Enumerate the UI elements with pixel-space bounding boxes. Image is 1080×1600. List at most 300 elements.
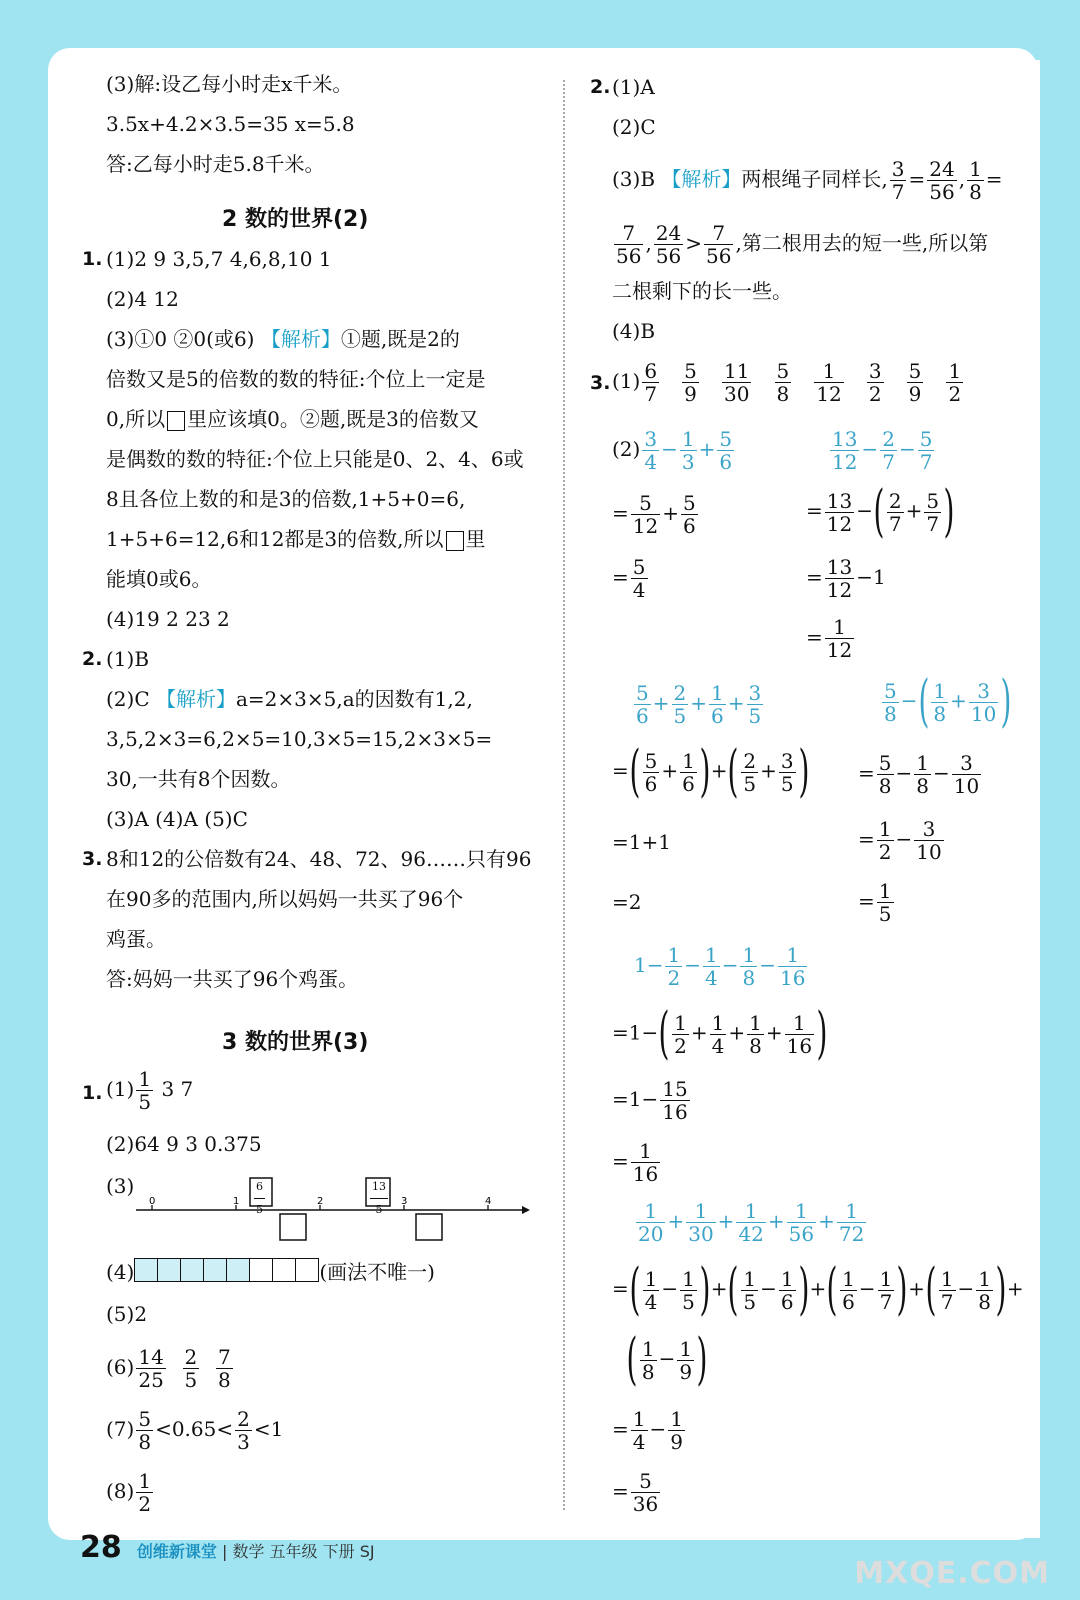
s3-q1-8 bbox=[106, 1470, 155, 1515]
denominator: 12 bbox=[826, 578, 853, 602]
r-q2-2: (2)C bbox=[612, 115, 656, 139]
subject: 数学 bbox=[232, 1542, 265, 1561]
fraction bbox=[642, 360, 659, 405]
nl-label-13-5 bbox=[368, 1176, 390, 1221]
fraction bbox=[631, 1408, 648, 1453]
s3-q1-1 bbox=[106, 1068, 193, 1113]
numerator: 1 bbox=[644, 1266, 658, 1291]
denominator: 4 bbox=[644, 1289, 658, 1314]
r-q3-2-a: (2) $\frac{3}{4}$ − $\frac{1}{3}$ + $\frac{5}{6}$ bbox=[612, 427, 733, 474]
denominator: 12 bbox=[826, 511, 853, 536]
q2-3: (3)A (4)A (5)C bbox=[106, 807, 248, 831]
denominator: 7 bbox=[644, 382, 658, 406]
r-eq-f4: = $\frac{5}{36}$ bbox=[612, 1469, 659, 1516]
q1-3f: 8且各位上数的和是3的倍数,1+5+0=6, bbox=[106, 487, 466, 511]
numerator: 5 bbox=[632, 555, 646, 579]
numerator: 1 bbox=[632, 1407, 646, 1431]
fraction bbox=[686, 1200, 715, 1245]
fraction bbox=[931, 680, 948, 725]
frame-right bbox=[1040, 0, 1080, 1540]
r-q2-3a: (3)B 【 解析 】 两根绳子同样长, $\frac{3}{7}$ = $\frac{24}{56}$ , $\frac{1}{8}$ = bbox=[612, 158, 1003, 203]
fraction bbox=[703, 944, 720, 989]
denominator: 72 bbox=[838, 1222, 865, 1246]
denominator: 5 bbox=[780, 771, 794, 796]
denominator: 6 bbox=[780, 1289, 794, 1314]
numerator: 5 bbox=[636, 681, 649, 705]
numerator: 1 bbox=[948, 359, 962, 383]
fraction bbox=[614, 222, 643, 267]
denominator: 5 bbox=[184, 1368, 198, 1392]
denominator: 42 bbox=[738, 1222, 764, 1246]
fraction bbox=[890, 158, 907, 203]
numerator: 5 bbox=[682, 491, 696, 515]
q2-2d: 30,一共有8个因数。 bbox=[106, 767, 291, 791]
numerator: 15 bbox=[662, 1077, 688, 1101]
r-eq-a2: = $\frac{5}{4}$ bbox=[612, 555, 646, 602]
denominator: 7 bbox=[926, 511, 940, 536]
r-eq-f3: = $\frac{1}{4}$ − $\frac{1}{9}$ bbox=[612, 1407, 683, 1454]
tick-label: 4 bbox=[485, 1196, 492, 1207]
s3-q1-1-label: (1) bbox=[106, 1077, 135, 1101]
denominator: 7 bbox=[882, 450, 895, 474]
fraction bbox=[216, 1346, 233, 1391]
fraction bbox=[747, 1012, 764, 1057]
left-line-1: (3)解:设乙每小时走x千米。 bbox=[106, 72, 353, 96]
denominator: 2 bbox=[868, 382, 882, 406]
s3-q1-7-label: (7) bbox=[106, 1417, 135, 1441]
fraction bbox=[672, 1012, 689, 1057]
fraction bbox=[918, 428, 935, 473]
denominator: 2 bbox=[878, 840, 892, 864]
fraction bbox=[878, 1268, 895, 1313]
denominator: 8 bbox=[916, 774, 929, 798]
denominator: 5 bbox=[878, 902, 892, 926]
fraction bbox=[740, 944, 757, 989]
numerator: 3 bbox=[868, 359, 882, 383]
denominator: 10 bbox=[970, 701, 997, 726]
jiexi-label: 【 解析 】 bbox=[261, 327, 341, 351]
numerator: 2 bbox=[888, 488, 902, 513]
denominator: 2 bbox=[674, 1033, 687, 1058]
denominator: 7 bbox=[891, 180, 905, 204]
fraction bbox=[642, 428, 659, 473]
q1-3d-text-1: 0,所以 bbox=[106, 407, 166, 431]
denominator: 8 bbox=[641, 1359, 655, 1384]
r-eq-a1: = $\frac{5}{12}$ + $\frac{5}{6}$ bbox=[612, 491, 696, 538]
numerator: 1 bbox=[878, 817, 892, 841]
fraction bbox=[882, 680, 899, 725]
fraction bbox=[668, 1408, 685, 1453]
numerator: 5 bbox=[926, 488, 940, 513]
fraction bbox=[680, 1268, 697, 1313]
denominator: 16 bbox=[662, 1100, 688, 1124]
numerator: 1 bbox=[641, 1336, 655, 1361]
numerator: 5 bbox=[908, 359, 922, 383]
numerator: 1 bbox=[916, 751, 929, 775]
s3-q1-8-label: (8) bbox=[106, 1479, 135, 1503]
fraction bbox=[736, 1200, 765, 1245]
fraction bbox=[825, 490, 854, 535]
numerator: 2 bbox=[237, 1407, 250, 1431]
numerator: 1 bbox=[940, 1266, 954, 1291]
fraction bbox=[643, 1268, 660, 1313]
blank-box bbox=[167, 411, 185, 431]
left-line-2: 3.5x+4.2×3.5=35 x=5.8 bbox=[106, 112, 355, 136]
fraction bbox=[837, 1200, 866, 1245]
fraction bbox=[643, 750, 660, 795]
numerator: 2 bbox=[184, 1345, 198, 1369]
watermark-text: MXQE.COM bbox=[854, 1556, 1050, 1591]
numerator: 1 bbox=[969, 157, 982, 181]
left-line-3: 答:乙每小时走5.8千米。 bbox=[106, 152, 325, 176]
numerator: 5 bbox=[884, 678, 897, 703]
fraction bbox=[680, 428, 697, 473]
fraction bbox=[952, 752, 981, 797]
numerator: 6 bbox=[254, 1176, 265, 1199]
denominator: 3 bbox=[681, 450, 695, 474]
fraction bbox=[717, 428, 734, 473]
denominator: 10 bbox=[916, 840, 942, 864]
fraction bbox=[636, 1200, 665, 1245]
numerator: 1 bbox=[842, 1266, 855, 1291]
q2-2a-text: (2)C bbox=[106, 687, 150, 711]
fraction bbox=[939, 1268, 956, 1313]
denominator: 12 bbox=[826, 638, 853, 662]
denominator: 5 bbox=[682, 1289, 695, 1314]
numerator: 2 bbox=[673, 681, 687, 705]
denominator: 8 bbox=[884, 701, 897, 726]
numerator: 3 bbox=[952, 752, 981, 775]
numerator: 5 bbox=[644, 748, 658, 773]
s3-q1-4-note: (画法不唯一) bbox=[319, 1260, 435, 1284]
s3-q1-7: (7) $\frac{5}{8}$ <0.65< $\frac{2}{3}$ <1 bbox=[106, 1407, 284, 1454]
numerator: 1 bbox=[879, 1266, 893, 1291]
s3-q1-3-label: (3) bbox=[106, 1174, 135, 1198]
q1-number: 1. bbox=[82, 248, 103, 270]
numerator: 1 bbox=[636, 1200, 665, 1223]
r-eq-d3: = $\frac{1}{5}$ bbox=[858, 879, 892, 926]
denominator: 6 bbox=[842, 1289, 855, 1314]
fraction bbox=[880, 428, 897, 473]
denominator: 6 bbox=[682, 514, 696, 538]
denominator: 9 bbox=[679, 1359, 693, 1384]
denominator: 56 bbox=[616, 244, 642, 268]
denominator: 6 bbox=[711, 704, 724, 728]
numerator: 13 bbox=[370, 1176, 388, 1199]
r-eq-c2: =1+1 bbox=[612, 830, 671, 854]
number-line bbox=[130, 1172, 530, 1242]
blank-box bbox=[446, 531, 464, 551]
denominator: 30 bbox=[688, 1222, 714, 1246]
edition: SJ bbox=[359, 1542, 375, 1561]
fraction bbox=[183, 1346, 200, 1391]
q2-number: 2. bbox=[82, 648, 103, 670]
denominator: 5 bbox=[673, 704, 687, 728]
numerator: 1 bbox=[736, 1200, 765, 1223]
numerator: 1 bbox=[682, 748, 695, 773]
numerator: 5 bbox=[919, 427, 933, 451]
fraction bbox=[709, 682, 726, 727]
denominator: 4 bbox=[632, 578, 646, 602]
numerator: 1 bbox=[778, 944, 807, 967]
fraction bbox=[779, 750, 796, 795]
fraction bbox=[370, 1176, 388, 1221]
q1-3e: 是偶数的数的特征:个位上只能是0、2、4、6或 bbox=[106, 447, 524, 471]
r-eq-b3: = $\frac{1}{12}$ bbox=[806, 615, 853, 662]
denominator: 8 bbox=[978, 1289, 992, 1314]
fraction bbox=[631, 556, 648, 601]
q2-2a bbox=[106, 685, 473, 713]
denominator: 2 bbox=[948, 382, 962, 406]
numerator: 1 bbox=[681, 427, 695, 451]
denominator: 56 bbox=[929, 180, 955, 204]
denominator: 4 bbox=[704, 966, 718, 990]
denominator: 8 bbox=[878, 774, 892, 798]
r-expr-d: $\frac{5}{8}$ −( $\frac{1}{8}$ + $\frac{3}{10}$ ) bbox=[884, 669, 1012, 734]
fraction bbox=[877, 752, 894, 797]
q3-b: 在90多的范围内,所以妈妈一共买了96个 bbox=[106, 887, 464, 911]
numerator: 1 bbox=[749, 1010, 762, 1035]
numerator: 3 bbox=[969, 680, 998, 703]
q1-3g bbox=[106, 525, 486, 553]
fraction bbox=[677, 1338, 694, 1383]
denominator: 56 bbox=[655, 244, 682, 268]
numerator: 1 bbox=[679, 1336, 693, 1361]
s3-q1-4-label: (4) bbox=[106, 1260, 135, 1284]
numerator: 5 bbox=[776, 359, 790, 383]
fraction bbox=[741, 750, 758, 795]
tick-label: 2 bbox=[317, 1196, 324, 1207]
tick-label: 1 bbox=[233, 1196, 240, 1207]
fraction bbox=[830, 428, 859, 473]
fraction bbox=[631, 1140, 660, 1185]
section-2-title: 2 数的世界(2) bbox=[222, 207, 369, 232]
q1-3a bbox=[106, 325, 460, 353]
r-eq-c3: =2 bbox=[612, 890, 642, 914]
denominator: 6 bbox=[682, 771, 695, 796]
numerator: 1 bbox=[670, 1407, 683, 1431]
q3-c: 鸡蛋。 bbox=[106, 927, 166, 951]
denominator: 8 bbox=[776, 382, 790, 406]
r-q3-2-b: $\frac{13}{12}$ − $\frac{2}{7}$ − $\frac{5}{7}$ bbox=[832, 427, 933, 474]
fraction bbox=[814, 360, 843, 405]
numerator: 1 bbox=[138, 1469, 152, 1493]
s3-q1-6 bbox=[106, 1346, 235, 1391]
numerator: 1 bbox=[978, 1266, 992, 1291]
numerator: 7 bbox=[614, 222, 643, 245]
r-q2-3c-text: 第二根用去的短一些,所以第 bbox=[741, 231, 989, 255]
column-divider bbox=[563, 80, 565, 1510]
fraction bbox=[672, 682, 689, 727]
denominator: 8 bbox=[217, 1368, 231, 1392]
r-expr-e: 1− $\frac{1}{2}$ − $\frac{1}{4}$ − $\frac{1}{8}$ − $\frac{1}{16}$ bbox=[634, 943, 806, 990]
fraction bbox=[867, 360, 884, 405]
fraction bbox=[840, 1268, 857, 1313]
denominator: 5 bbox=[138, 1090, 152, 1114]
r-q3-1-label: (1) bbox=[612, 369, 641, 393]
denominator: 6 bbox=[719, 450, 733, 474]
fraction bbox=[136, 1470, 153, 1515]
fraction bbox=[779, 1268, 796, 1313]
q1-3h: 能填0或6。 bbox=[106, 567, 212, 591]
r-q2-number: 2. bbox=[590, 76, 611, 98]
fraction bbox=[924, 490, 941, 535]
numerator: 24 bbox=[929, 157, 955, 181]
numerator: 5 bbox=[138, 1407, 152, 1431]
r-q3-1 bbox=[612, 360, 965, 405]
q3-number: 3. bbox=[82, 848, 103, 870]
fraction bbox=[634, 682, 651, 727]
r-eq-e2: =1− $\frac{15}{16}$ bbox=[612, 1077, 688, 1124]
jiexi-label: 【 解析 】 bbox=[156, 687, 236, 711]
r-q3-2-label: (2) bbox=[612, 437, 641, 461]
denominator: 9 bbox=[670, 1430, 683, 1454]
numerator: 1 bbox=[682, 1266, 695, 1291]
fraction bbox=[704, 222, 733, 267]
r-eq-f2: ( $\frac{1}{8}$ − $\frac{1}{9}$ ) bbox=[626, 1327, 708, 1392]
fraction bbox=[235, 1408, 252, 1453]
fraction bbox=[969, 680, 998, 725]
denominator: 9 bbox=[684, 382, 697, 406]
fraction bbox=[877, 880, 894, 925]
numerator: 1 bbox=[631, 1140, 660, 1163]
denominator: 5 bbox=[748, 704, 762, 728]
numerator: 1 bbox=[674, 1010, 687, 1035]
numerator: 3 bbox=[748, 681, 762, 705]
footer: 28 创维新课堂 | 数学 五年级 下册 SJ bbox=[80, 1530, 375, 1565]
r-q2-1: (1)A bbox=[612, 75, 655, 99]
numerator: 2 bbox=[882, 427, 895, 451]
denominator: 4 bbox=[711, 1033, 725, 1058]
fraction bbox=[680, 750, 697, 795]
numerator: 1 bbox=[711, 1010, 725, 1035]
q2-2c: 3,5,2×3=6,2×5=10,3×5=15,2×3×5= bbox=[106, 727, 493, 751]
brand-name: 创维新课堂 bbox=[136, 1542, 217, 1561]
numerator: 14 bbox=[138, 1345, 164, 1369]
fraction bbox=[787, 1200, 816, 1245]
denominator: 2 bbox=[138, 1492, 152, 1516]
numerator: 7 bbox=[704, 222, 733, 245]
denominator: 7 bbox=[919, 450, 933, 474]
denominator: 16 bbox=[779, 966, 806, 990]
denominator: 56 bbox=[706, 244, 732, 268]
s3-q1-5: (5)2 bbox=[106, 1302, 148, 1326]
numerator: 24 bbox=[655, 221, 682, 245]
fraction bbox=[785, 1012, 814, 1057]
tick-label: 3 bbox=[401, 1196, 408, 1207]
r-q2-3d: 二根剩下的长一些。 bbox=[612, 279, 792, 303]
r-eq-e1: =1−( $\frac{1}{2}$ + $\frac{1}{4}$ + $\frac{1}{8}$ + $\frac{1}{16}$ ) bbox=[612, 1001, 828, 1066]
numerator: 7 bbox=[217, 1345, 231, 1369]
fraction bbox=[660, 1078, 689, 1123]
section-3-title: 3 数的世界(3) bbox=[222, 1030, 369, 1055]
q1-3b-text: ①题,既是2的 bbox=[340, 327, 460, 351]
r-expr-c: $\frac{5}{6}$ + $\frac{2}{5}$ + $\frac{1}{6}$ + $\frac{3}{5}$ bbox=[636, 681, 762, 728]
r-q2-3-label: (3)B bbox=[612, 167, 656, 191]
fraction bbox=[976, 1268, 993, 1313]
fraction bbox=[967, 158, 984, 203]
fraction bbox=[681, 492, 698, 537]
r-eq-d1: = $\frac{5}{8}$ − $\frac{1}{8}$ − $\frac{3}{10}$ bbox=[858, 751, 980, 798]
denominator: 8 bbox=[749, 1033, 762, 1058]
q2-1: (1)B bbox=[106, 647, 150, 671]
numerator: 13 bbox=[826, 488, 853, 513]
denominator: 5 bbox=[375, 1203, 383, 1216]
denominator: 5 bbox=[743, 771, 757, 796]
fraction bbox=[887, 490, 904, 535]
fraction bbox=[927, 158, 956, 203]
fraction bbox=[778, 944, 807, 989]
q1-3g-text-2: 里 bbox=[465, 527, 486, 551]
numerator: 1 bbox=[686, 1200, 715, 1223]
denominator: 12 bbox=[632, 514, 659, 538]
numerator: 1 bbox=[742, 943, 756, 967]
r-q2-4: (4)B bbox=[612, 319, 656, 343]
nl-label-6-5 bbox=[252, 1176, 267, 1221]
denominator: 7 bbox=[888, 511, 902, 536]
fraction bbox=[747, 682, 764, 727]
r-eq-e3: = $\frac{1}{16}$ bbox=[612, 1139, 659, 1186]
numerator: 1 bbox=[825, 616, 854, 639]
fraction bbox=[946, 360, 963, 405]
numerator: 11 bbox=[723, 359, 750, 383]
r-eq-f1: =( $\frac{1}{4}$ − $\frac{1}{5}$ )+( $\frac{1}{5}$ − $\frac{1}{6}$ )+( $\frac{1}{6}$ − $\frac{1}{7}$ )+( $\frac{1}{7}$ − $\frac{1}{8}$ )+ bbox=[612, 1257, 1024, 1322]
fraction bbox=[682, 360, 699, 405]
numerator: 1 bbox=[138, 1067, 152, 1091]
q1-2: (2)4 12 bbox=[106, 287, 179, 311]
fraction bbox=[775, 360, 792, 405]
fraction bbox=[640, 1338, 657, 1383]
s3-q1-2: (2)64 9 3 0.375 bbox=[106, 1132, 262, 1156]
q1-3c: 倍数又是5的倍数的数的特征:个位上一定是 bbox=[106, 367, 486, 391]
s3-q1-6-label: (6) bbox=[106, 1355, 135, 1379]
fraction bbox=[722, 360, 751, 405]
numerator: 1 bbox=[704, 943, 718, 967]
numerator: 1 bbox=[780, 1266, 794, 1291]
denominator: 4 bbox=[644, 450, 658, 474]
fraction bbox=[825, 616, 854, 661]
denominator: 16 bbox=[632, 1162, 659, 1186]
q1-1: (1)2 9 3,5,7 4,6,8,10 1 bbox=[106, 247, 332, 271]
denominator: 2 bbox=[667, 966, 681, 990]
numerator: 13 bbox=[826, 555, 853, 579]
numerator: 3 bbox=[891, 157, 905, 181]
q1-3g-text-1: 1+5+6=12,6和12都是3的倍数,所以 bbox=[106, 527, 444, 551]
denominator: 12 bbox=[832, 450, 858, 474]
grid-cells bbox=[134, 1258, 319, 1289]
numerator: 1 bbox=[667, 943, 681, 967]
numerator: 5 bbox=[719, 427, 733, 451]
fraction bbox=[741, 1268, 758, 1313]
denominator: 6 bbox=[636, 704, 649, 728]
numerator: 1 bbox=[814, 360, 843, 383]
numerator: 1 bbox=[787, 1200, 816, 1223]
fraction bbox=[254, 1176, 265, 1221]
q2-2b-text: a=2×3×5,a的因数有1,2, bbox=[236, 687, 473, 711]
r-eq-b2: = $\frac{13}{12}$ −1 bbox=[806, 555, 886, 602]
r-q2-3c: $\frac{7}{56}$ , $\frac{24}{56}$ > $\frac{7}{56}$ ,第二根用去的短一些,所以第 bbox=[616, 221, 989, 268]
page-number: 28 bbox=[80, 1530, 122, 1565]
r-expr-f: $\frac{1}{20}$ + $\frac{1}{30}$ + $\frac{1}{42}$ + $\frac{1}{56}$ + $\frac{1}{72}$ bbox=[638, 1199, 865, 1246]
denominator: 36 bbox=[632, 1492, 659, 1516]
denominator: 16 bbox=[786, 1033, 813, 1058]
denominator: 5 bbox=[743, 1289, 757, 1314]
r-q2-3-text: 两根绳子同样长, bbox=[741, 167, 888, 191]
one: 1 bbox=[872, 565, 886, 589]
numerator: 1 bbox=[878, 879, 892, 903]
fraction bbox=[914, 752, 931, 797]
jiexi-label: 【 解析 】 bbox=[661, 167, 741, 191]
